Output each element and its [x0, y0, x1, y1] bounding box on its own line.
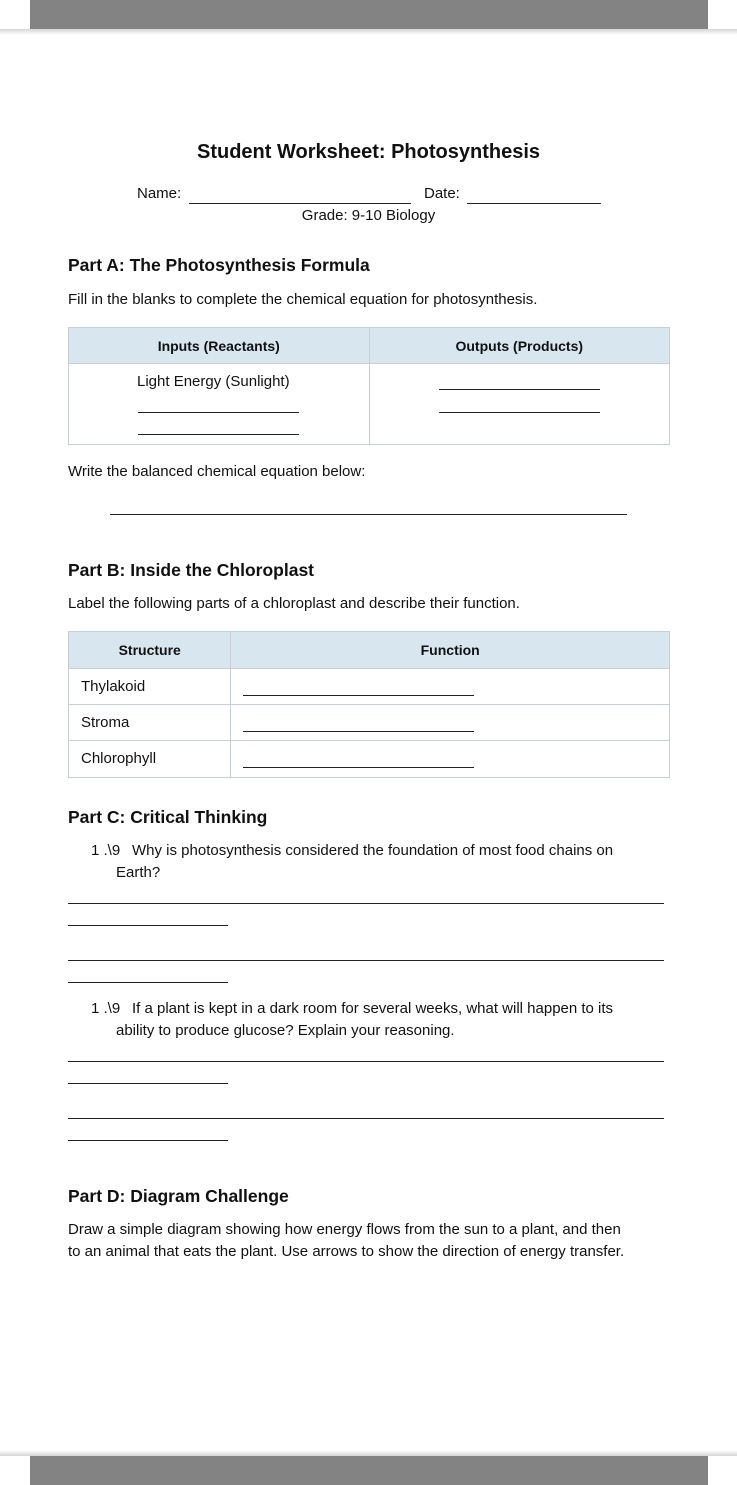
answer-2-line-1[interactable]	[68, 1061, 664, 1062]
part-d-instruction-cont: to an animal that eats the plant. Use arrows to show the direction of energy transfer.	[68, 1243, 625, 1260]
part-b-instruction: Label the following parts of a chloroplast and describe their function.	[68, 595, 520, 612]
function-cell	[231, 669, 670, 705]
name-label: Name:	[137, 185, 182, 202]
question-1-number: 1 .\9	[91, 842, 121, 859]
table-row	[69, 741, 670, 778]
output-blank-2[interactable]	[439, 412, 600, 413]
answer-1-line-1[interactable]	[68, 903, 664, 904]
page-top-shadow	[0, 29, 737, 35]
outputs-header: Outputs (Products)	[369, 328, 669, 364]
chloroplast-table	[68, 631, 670, 778]
table-row	[69, 669, 670, 705]
date-label: Date:	[424, 185, 460, 202]
question-2-text-cont: ability to produce glucose? Explain your reasoning.	[116, 1022, 455, 1039]
output-blank-1[interactable]	[439, 389, 600, 390]
function-header: Function	[231, 632, 670, 669]
equation-blank[interactable]	[110, 514, 627, 515]
structure-cell	[69, 705, 231, 741]
question-1-text: Why is photosynthesis considered the foundation of most food chains on	[132, 842, 614, 859]
inputs-cell	[69, 364, 370, 445]
question-1-text-cont: Earth?	[116, 864, 161, 881]
table-row	[69, 705, 670, 741]
function-blank-chlorophyll[interactable]	[243, 767, 474, 768]
structure-cell	[69, 741, 231, 778]
answer-2-line-2b[interactable]	[68, 1140, 228, 1141]
structure-stroma: Stroma	[81, 714, 130, 731]
name-blank[interactable]	[189, 203, 411, 204]
outputs-cell	[369, 364, 669, 445]
answer-2-line-1b[interactable]	[68, 1083, 228, 1084]
part-d-instruction: Draw a simple diagram showing how energy flows from the sun to a plant, and then	[68, 1221, 621, 1238]
function-cell	[231, 741, 670, 778]
date-blank[interactable]	[467, 203, 601, 204]
function-blank-thylakoid[interactable]	[243, 695, 474, 696]
answer-1-line-2[interactable]	[68, 960, 664, 961]
structure-thylakoid: Thylakoid	[81, 678, 146, 695]
part-b-heading: Part B: Inside the Chloroplast	[68, 560, 314, 580]
worksheet-title: Student Worksheet: Photosynthesis	[196, 141, 540, 163]
answer-1-line-2b[interactable]	[68, 982, 228, 983]
formula-table	[68, 327, 670, 445]
structure-header: Structure	[69, 632, 231, 669]
function-cell	[231, 705, 670, 741]
part-a-instruction: Fill in the blanks to complete the chemical equation for photosynthesis.	[68, 291, 538, 308]
question-2-number: 1 .\9	[91, 1000, 121, 1017]
grade-line: Grade: 9-10 Biology	[301, 207, 436, 224]
inputs-header: Inputs (Reactants)	[69, 328, 370, 364]
equation-prompt: Write the balanced chemical equation below:	[68, 463, 366, 480]
structure-cell	[69, 669, 231, 705]
question-2-text: If a plant is kept in a dark room for several weeks, what will happen to its	[132, 1000, 614, 1017]
structure-chlorophyll: Chlorophyll	[81, 750, 157, 767]
part-a-heading: Part A: The Photosynthesis Formula	[68, 255, 370, 275]
viewer-bottom-bar	[30, 1456, 708, 1485]
viewer-top-bar	[30, 0, 708, 29]
answer-1-line-1b[interactable]	[68, 925, 228, 926]
function-blank-stroma[interactable]	[243, 731, 474, 732]
part-d-heading: Part D: Diagram Challenge	[68, 1186, 289, 1206]
part-c-heading: Part C: Critical Thinking	[68, 807, 268, 827]
input-blank-1[interactable]	[138, 412, 299, 413]
light-energy-input: Light Energy (Sunlight)	[137, 373, 290, 390]
input-blank-2[interactable]	[138, 434, 299, 435]
answer-2-line-2[interactable]	[68, 1118, 664, 1119]
